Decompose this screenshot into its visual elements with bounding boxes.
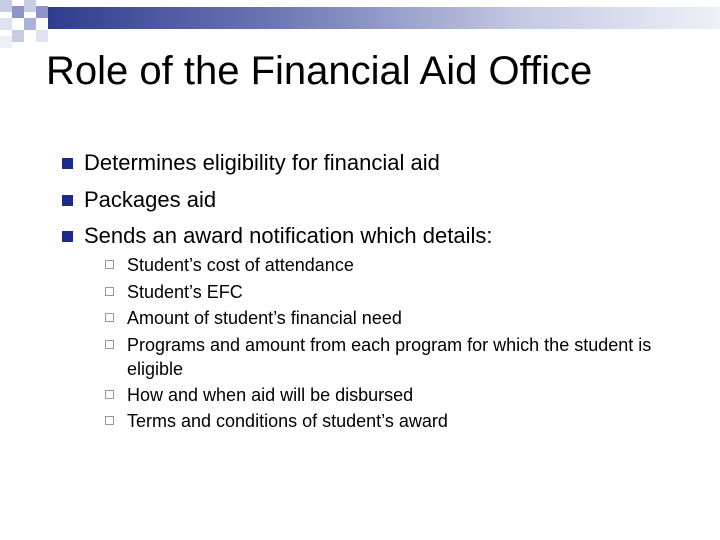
bullet-text: Determines eligibility for financial aid [84, 150, 440, 175]
filled-square-icon [62, 195, 73, 206]
sub-bullet-text: Student’s EFC [127, 282, 243, 302]
hollow-square-icon [105, 390, 114, 399]
hollow-square-icon [105, 340, 114, 349]
slide-title: Role of the Financial Aid Office [46, 49, 593, 93]
sub-bullet-text: Programs and amount from each program for which the student is eligible [127, 335, 652, 379]
sub-bullet-text: Terms and conditions of student’s award [127, 411, 448, 431]
bullet-text: Packages aid [84, 187, 217, 212]
hollow-square-icon [105, 313, 114, 322]
sub-bullet-text: Amount of student’s financial need [127, 308, 402, 328]
bullet-text: Sends an award notification which details: [84, 223, 493, 248]
sub-bullet-text: How and when aid will be disbursed [127, 385, 414, 405]
sub-bullet-text: Student’s cost of attendance [127, 255, 354, 275]
filled-square-icon [62, 158, 73, 169]
filled-square-icon [62, 231, 73, 242]
hollow-square-icon [105, 416, 114, 425]
hollow-square-icon [105, 260, 114, 269]
hollow-square-icon [105, 287, 114, 296]
